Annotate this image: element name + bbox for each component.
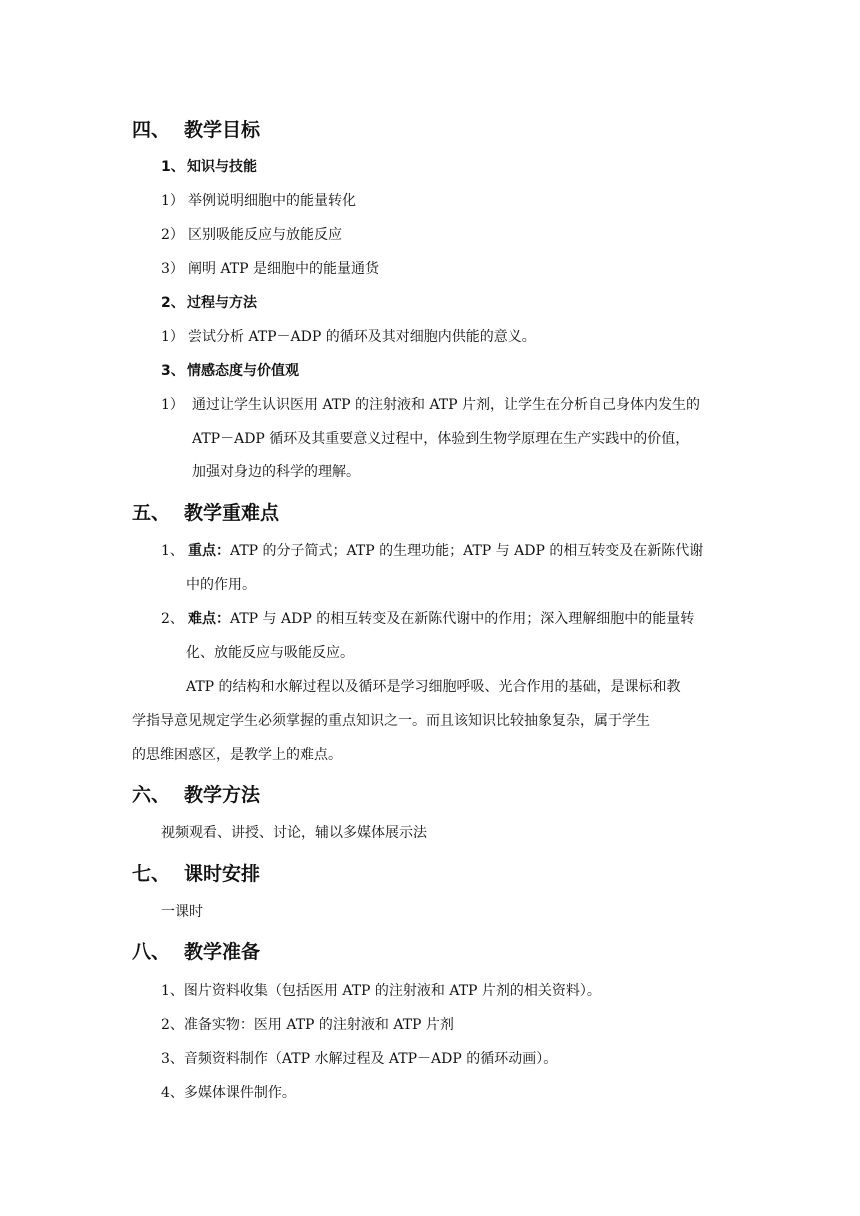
- section-number: 四、: [132, 119, 171, 141]
- list-item: [161, 608, 694, 628]
- item-number: 1）: [161, 193, 184, 209]
- item-text: ATP 的分子简式；ATP 的生理功能；ATP 与 ADP 的相互转变及在新陈代谢: [230, 543, 704, 559]
- item-number: 2、: [161, 611, 184, 627]
- item-text: 通过让学生认识医用 ATP 的注射液和 ATP 片剂，让学生在分析自己身体内发生的: [192, 397, 701, 413]
- item-text: ATP 与 ADP 的相互转变及在新陈代谢中的作用；深入理解细胞中的能量转: [230, 611, 695, 627]
- item-text-continued: 化、放能反应与吸能反应。: [186, 645, 354, 661]
- section-number: 五、: [132, 502, 171, 524]
- subheading-title: 情感态度与价值观: [187, 363, 299, 379]
- list-item: 3、音频资料制作（ATP 水解过程及 ATP－ADP 的循环动画）。: [161, 1051, 558, 1067]
- list-item: [161, 540, 703, 560]
- section-6-heading: [132, 780, 260, 807]
- subheading-number: 1、: [161, 159, 185, 175]
- item-text: 区别吸能反应与放能反应: [188, 227, 342, 243]
- section-number: 八、: [132, 941, 171, 963]
- item-label: 重点：: [188, 543, 230, 559]
- section-number: 六、: [132, 784, 171, 806]
- subheading-knowledge-skills: [161, 156, 257, 176]
- list-item: 1、图片资料收集（包括医用 ATP 的注射液和 ATP 片剂的相关资料）。: [161, 983, 601, 999]
- item-number: 3）: [161, 261, 184, 277]
- item-text: 举例说明细胞中的能量转化: [188, 193, 356, 209]
- section-title: 教学目标: [184, 119, 261, 141]
- item-number: 1、: [161, 543, 184, 559]
- section-text: 视频观看、讲授、讨论，辅以多媒体展示法: [161, 825, 427, 841]
- item-number: 2）: [161, 227, 184, 243]
- section-number: 七、: [132, 863, 171, 885]
- subheading-title: 过程与方法: [187, 295, 257, 311]
- paragraph-line: 的思维困惑区，是教学上的难点。: [132, 747, 342, 763]
- subheading-process-method: [161, 292, 257, 312]
- item-text-continued: 中的作用。: [186, 577, 256, 593]
- section-8-heading: [132, 937, 260, 964]
- subheading-number: 2、: [161, 295, 185, 311]
- subheading-attitude-values: [161, 360, 299, 380]
- item-text-continued: 加强对身边的科学的理解。: [192, 464, 360, 480]
- list-item: [161, 326, 536, 346]
- paragraph-line: ATP 的结构和水解过程以及循环是学习细胞呼吸、光合作用的基础，是课标和教: [186, 679, 681, 695]
- item-number: 1）: [161, 329, 184, 345]
- section-title: 教学准备: [184, 941, 261, 963]
- item-number: 1）: [161, 397, 184, 413]
- list-item: [161, 190, 356, 210]
- item-text-continued: ATP－ADP 循环及其重要意义过程中，体验到生物学原理在生产实践中的价值，: [192, 431, 690, 447]
- list-item: [161, 224, 342, 244]
- item-text: 尝试分析 ATP－ADP 的循环及其对细胞内供能的意义。: [188, 329, 536, 345]
- list-item: [161, 394, 700, 414]
- section-title: 教学重难点: [184, 502, 280, 524]
- paragraph-line: 学指导意见规定学生必须掌握的重点知识之一。而且该知识比较抽象复杂，属于学生: [132, 713, 650, 729]
- section-5-heading: [132, 498, 279, 525]
- list-item: [161, 258, 379, 278]
- list-item: 4、多媒体课件制作。: [161, 1085, 296, 1101]
- item-text: 阐明 ATP 是细胞中的能量通货: [188, 261, 380, 277]
- subheading-title: 知识与技能: [187, 159, 257, 175]
- section-title: 教学方法: [184, 784, 261, 806]
- section-text: 一课时: [161, 904, 203, 920]
- list-item: 2、准备实物：医用 ATP 的注射液和 ATP 片剂: [161, 1017, 454, 1033]
- item-label: 难点：: [188, 611, 230, 627]
- section-7-heading: [132, 859, 260, 886]
- section-4-heading: [132, 115, 260, 142]
- subheading-number: 3、: [161, 363, 185, 379]
- section-title: 课时安排: [184, 863, 261, 885]
